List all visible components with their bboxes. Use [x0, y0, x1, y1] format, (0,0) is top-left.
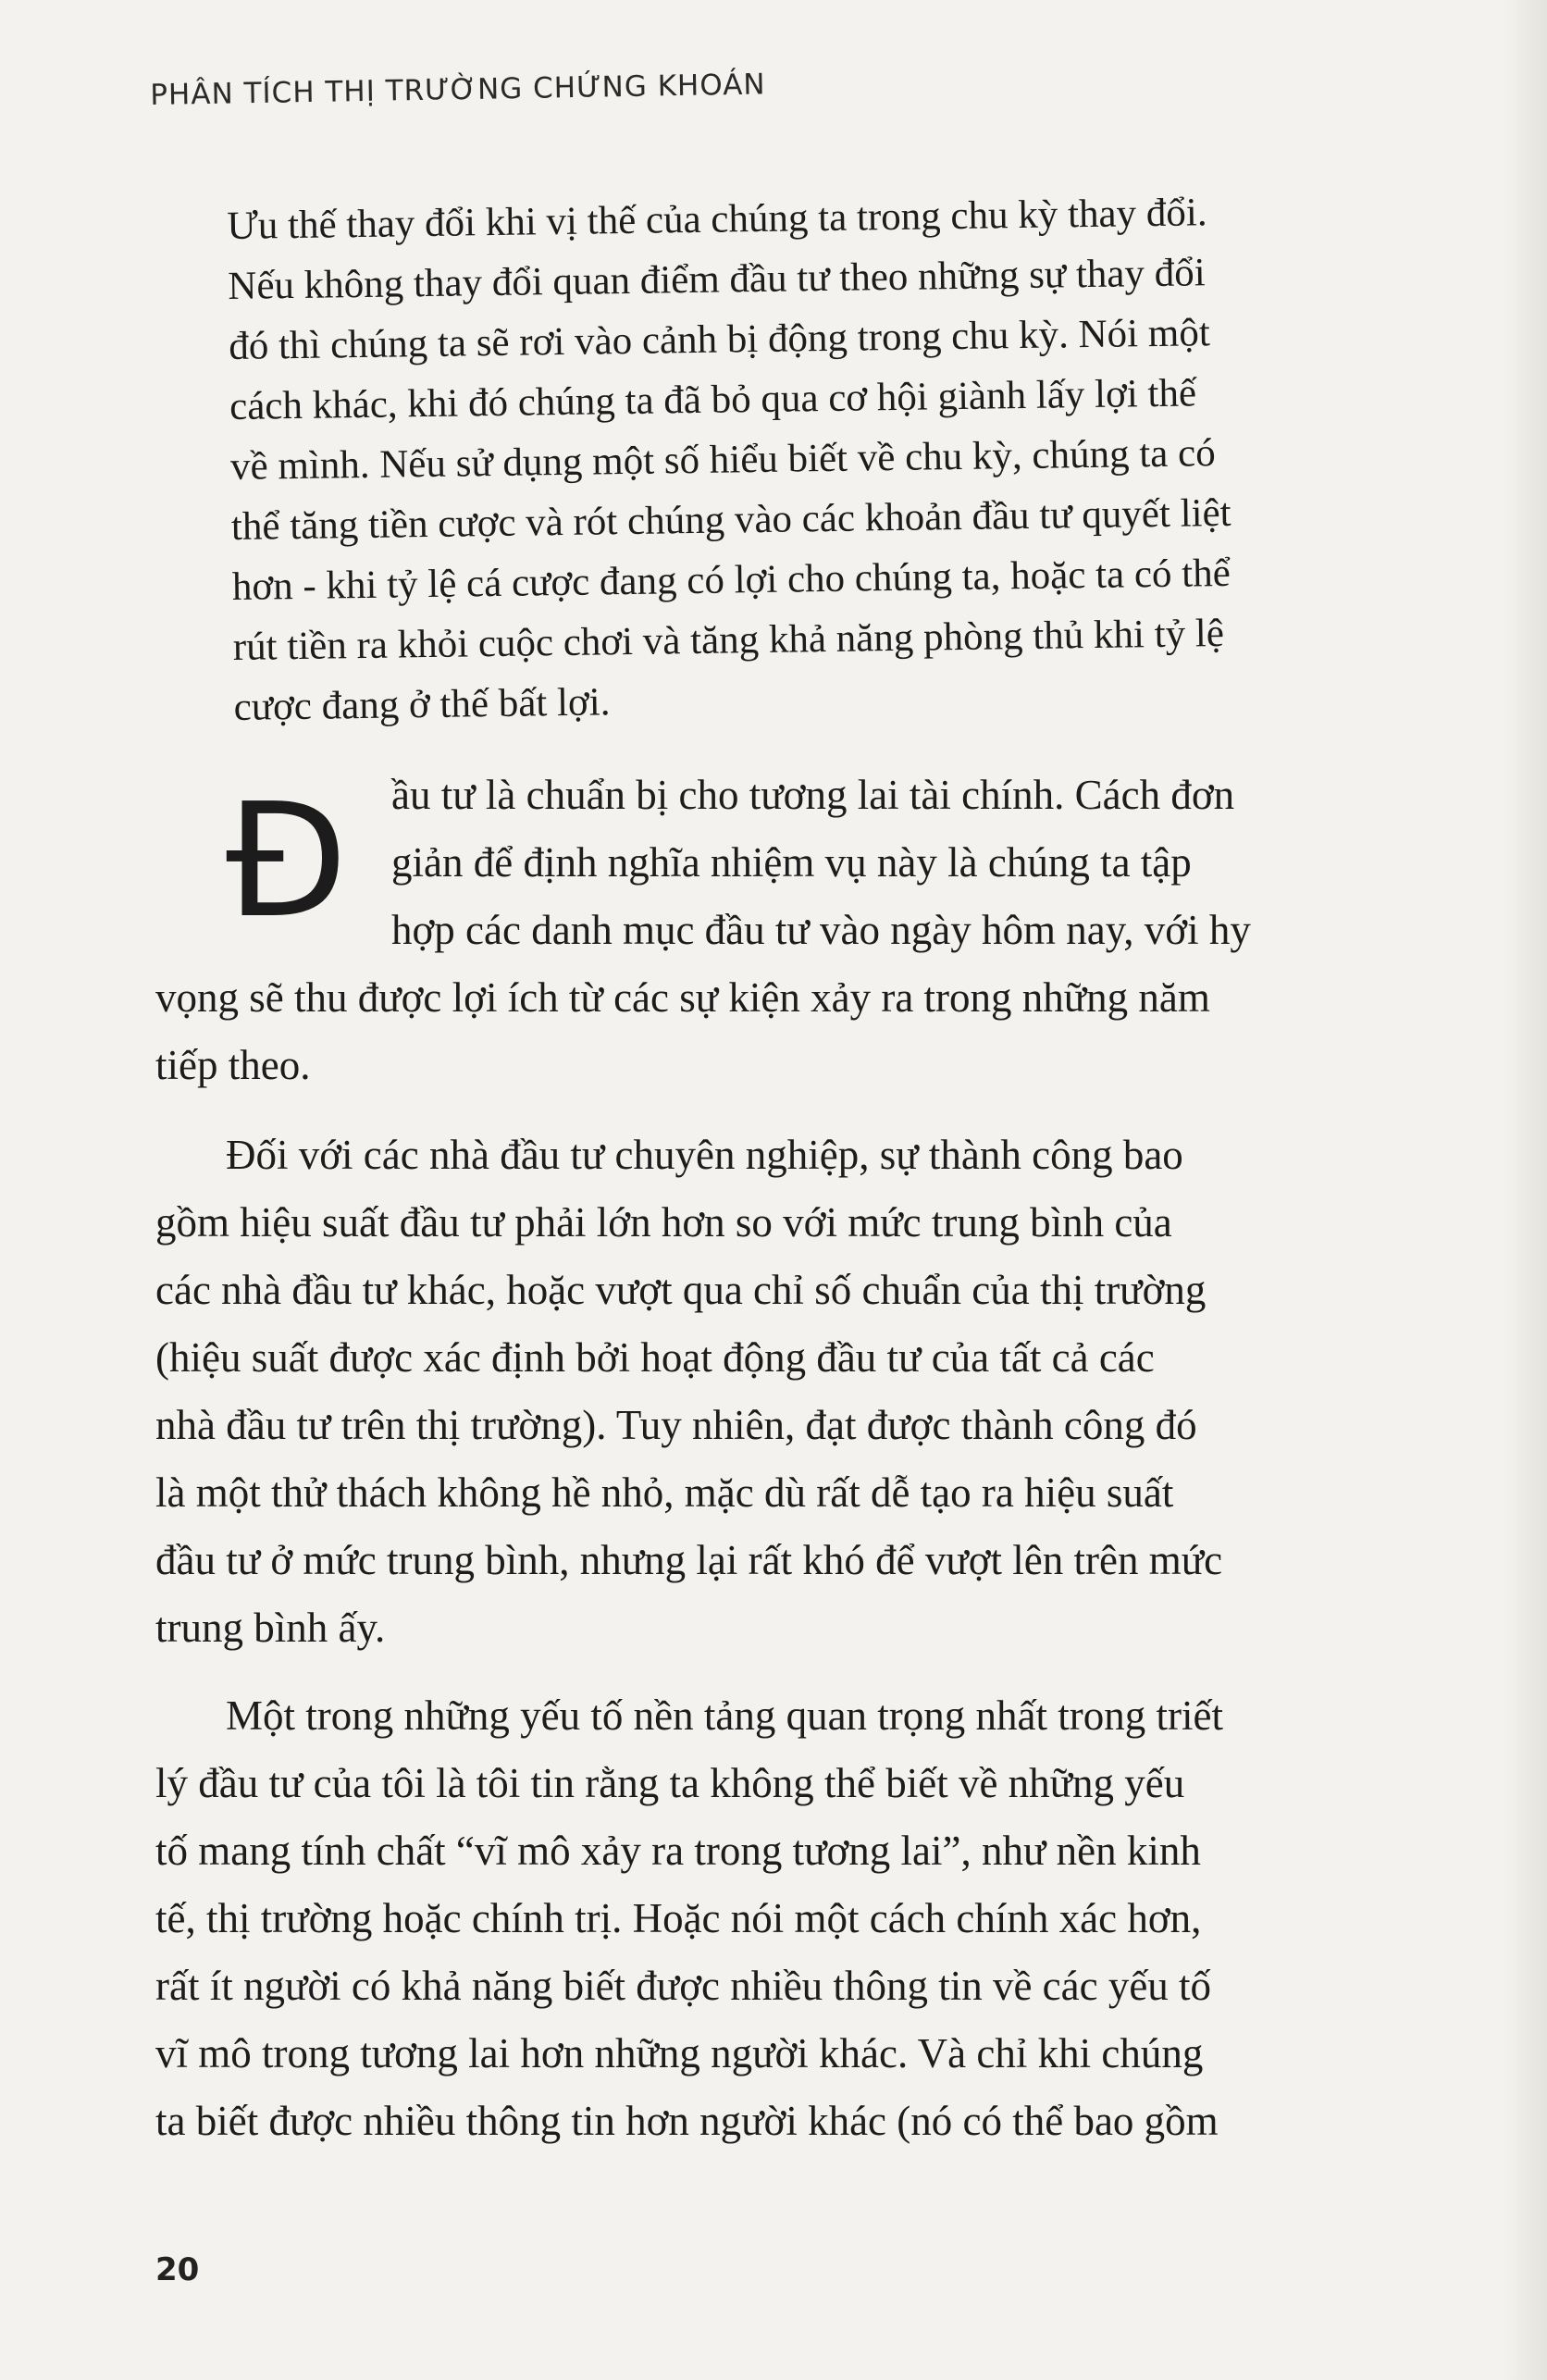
text-line: Đối với các nhà đầu tư chuyên nghiệp, sự thành công bao	[226, 1132, 1183, 1178]
text-line: về mình. Nếu sử dụng một số hiểu biết về chu kỳ, chúng ta có	[229, 431, 1216, 489]
text-line: là một thử thách không hề nhỏ, mặc dù rất dễ tạo ra hiệu suất	[155, 1469, 1174, 1516]
text-line: đầu tư ở mức trung bình, nhưng lại rất khó để vượt lên trên mức	[155, 1537, 1223, 1583]
text-line: nhà đầu tư trên thị trường). Tuy nhiên, đạt được thành công đó	[155, 1402, 1197, 1448]
text-line: đó thì chúng ta sẽ rơi vào cảnh bị động trong chu kỳ. Nói một	[228, 311, 1211, 368]
text-line: tố mang tính chất “vĩ mô xảy ra trong tương lai”, như nền kinh	[155, 1828, 1201, 1874]
text-line: rút tiền ra khỏi cuộc chơi và tăng khả năng phòng thủ khi tỷ lệ	[232, 611, 1225, 669]
text-line: cách khác, khi đó chúng ta đã bỏ qua cơ hội giành lấy lợi thế	[229, 371, 1197, 428]
text-line: vọng sẽ thu được lợi ích từ các sự kiện xảy ra trong những năm	[155, 974, 1210, 1021]
paragraph-3	[155, 1122, 1426, 1662]
text-line: tiếp theo.	[155, 1042, 311, 1088]
text-line: thể tăng tiền cược và rót chúng vào các khoản đầu tư quyết liệt	[230, 490, 1231, 549]
text-line: hợp các danh mục đầu tư vào ngày hôm nay, với hy	[391, 907, 1251, 953]
drop-cap-letter: Đ	[226, 770, 348, 953]
text-line: Nếu không thay đổi quan điểm đầu tư theo những sự thay đổi	[228, 251, 1206, 308]
intro-paragraph	[227, 180, 1363, 738]
text-line: lý đầu tư của tôi là tôi tin rằng ta không thể biết về những yếu	[155, 1760, 1185, 1806]
text-line: cược đang ở thế bất lợi.	[233, 680, 611, 729]
text-line: (hiệu suất được xác định bởi hoạt động đầu tư của tất cả các	[155, 1334, 1155, 1381]
text-line: giản để định nghĩa nhiệm vụ này là chúng ta tập	[391, 839, 1192, 886]
text-line: các nhà đầu tư khác, hoặc vượt qua chỉ số chuẩn của thị trường	[155, 1267, 1207, 1313]
text-line: gồm hiệu suất đầu tư phải lớn hơn so với mức trung bình của	[155, 1199, 1172, 1246]
page-number: 20	[155, 2251, 200, 2288]
paragraph-2	[155, 762, 1426, 1099]
text-line: ầu tư là chuẩn bị cho tương lai tài chính. Cách đơn	[391, 772, 1235, 818]
paragraph-4	[155, 1682, 1426, 2155]
intro-paragraph-block	[227, 180, 1363, 738]
paragraph-3-block	[155, 1122, 1426, 1662]
text-line: rất ít người có khả năng biết được nhiều thông tin về các yếu tố	[155, 1963, 1212, 2009]
text-line: vĩ mô trong tương lai hơn những người khác. Và chỉ khi chúng	[155, 2030, 1204, 2076]
text-line: Ưu thế thay đổi khi vị thế của chúng ta trong chu kỳ thay đổi.	[227, 191, 1207, 248]
text-line: ta biết được nhiều thông tin hơn người khác (nó có thể bao gồm	[155, 2098, 1219, 2144]
text-line: tế, thị trường hoặc chính trị. Hoặc nói một cách chính xác hơn,	[155, 1895, 1202, 1941]
text-line: trung bình ấy.	[155, 1605, 386, 1651]
paragraph-2-block	[155, 762, 1426, 1099]
text-line: Một trong những yếu tố nền tảng quan trọng nhất trong triết	[226, 1692, 1223, 1739]
page-edge-shadow	[1504, 0, 1547, 2380]
running-header: PHÂN TÍCH THỊ TRƯỜNG CHỨNG KHOÁN	[150, 68, 766, 112]
paragraph-4-block	[155, 1682, 1426, 2155]
text-line: hơn - khi tỷ lệ cá cược đang có lợi cho chúng ta, hoặc ta có thể	[231, 551, 1231, 609]
